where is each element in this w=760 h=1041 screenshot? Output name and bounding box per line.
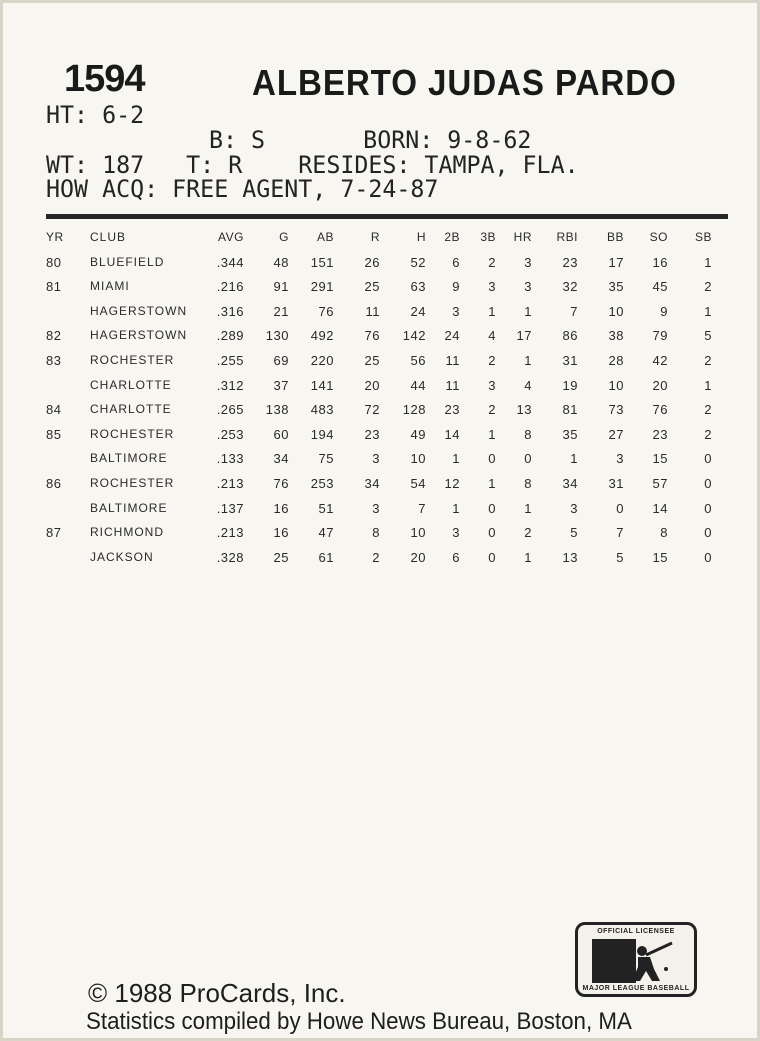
- cell-runs: 25: [364, 279, 380, 295]
- cell-avg: .344: [216, 254, 244, 270]
- cell-triples: 0: [488, 500, 496, 516]
- cell-runs: 2: [372, 549, 380, 565]
- header-year: YR: [46, 230, 64, 244]
- mlb-official-licensee-logo: [575, 922, 697, 997]
- header-triples: 3B: [480, 230, 496, 244]
- cell-club: MIAMI: [90, 279, 130, 294]
- cell-year: 87: [46, 525, 62, 541]
- header-hits: H: [416, 230, 426, 244]
- cell-club: RICHMOND: [90, 525, 164, 540]
- cell-rbi: 19: [562, 377, 578, 393]
- cell-games: 91: [273, 279, 289, 295]
- cell-hits: 10: [410, 451, 426, 467]
- cell-avg: .289: [216, 328, 244, 344]
- cell-doubles: 12: [444, 475, 460, 491]
- table-row: [46, 304, 726, 329]
- cell-runs: 3: [372, 500, 380, 516]
- header-at-bats: AB: [316, 230, 334, 244]
- cell-games: 48: [273, 254, 289, 270]
- cell-doubles: 6: [452, 254, 460, 270]
- cell-avg: .312: [216, 377, 244, 393]
- table-row: [46, 255, 726, 280]
- cell-stolen-bases: 0: [704, 475, 712, 491]
- cell-club: HAGERSTOWN: [90, 303, 188, 318]
- header-games: G: [279, 230, 289, 244]
- cell-runs: 11: [365, 303, 380, 319]
- cell-year: 83: [46, 352, 62, 368]
- cell-hits: 20: [410, 549, 426, 565]
- cell-walks: 17: [608, 254, 624, 270]
- table-row: [46, 353, 726, 378]
- how-acquired-line: HOW ACQ: FREE AGENT, 7-24-87: [46, 175, 439, 203]
- cell-walks: 0: [616, 500, 624, 516]
- cell-home-runs: 8: [524, 426, 532, 442]
- cell-doubles: 1: [452, 500, 460, 516]
- cell-rbi: 5: [570, 525, 578, 541]
- cell-rbi: 7: [570, 303, 578, 319]
- cell-doubles: 11: [445, 377, 460, 393]
- cell-games: 130: [265, 328, 289, 344]
- table-row: [46, 476, 726, 501]
- cell-triples: 0: [488, 549, 496, 565]
- cell-triples: 3: [488, 279, 496, 295]
- cell-games: 37: [273, 377, 289, 393]
- header-club: CLUB: [90, 230, 127, 244]
- cell-games: 16: [273, 500, 289, 516]
- table-row: [46, 378, 726, 403]
- cell-at-bats: 141: [310, 377, 334, 393]
- cell-doubles: 24: [444, 328, 460, 344]
- cell-club: ROCHESTER: [90, 352, 175, 367]
- cell-runs: 72: [364, 402, 380, 418]
- header-walks: BB: [606, 230, 624, 244]
- table-row: [46, 501, 726, 526]
- cell-avg: .255: [216, 352, 244, 368]
- cell-hits: 49: [410, 426, 426, 442]
- cell-triples: 1: [488, 303, 496, 319]
- cell-stolen-bases: 2: [704, 352, 712, 368]
- cell-hits: 24: [410, 303, 426, 319]
- header-strikeouts: SO: [649, 230, 668, 244]
- cell-at-bats: 75: [318, 451, 334, 467]
- table-row: [46, 402, 726, 427]
- cell-at-bats: 194: [310, 426, 334, 442]
- cell-club: ROCHESTER: [90, 475, 175, 490]
- cell-walks: 28: [608, 352, 624, 368]
- cell-runs: 8: [372, 525, 380, 541]
- cell-runs: 23: [364, 426, 380, 442]
- cell-year: 82: [46, 328, 62, 344]
- table-row: [46, 550, 726, 575]
- cell-runs: 20: [364, 377, 380, 393]
- cell-avg: .213: [216, 475, 244, 491]
- cell-games: 25: [273, 549, 289, 565]
- cell-avg: .253: [216, 426, 244, 442]
- cell-walks: 27: [608, 426, 624, 442]
- cell-hits: 56: [410, 352, 426, 368]
- cell-home-runs: 4: [524, 377, 532, 393]
- cell-doubles: 9: [452, 279, 460, 295]
- height-line: HT: 6-2: [46, 101, 145, 129]
- cell-stolen-bases: 1: [704, 377, 712, 393]
- cell-year: 85: [46, 426, 62, 442]
- cell-walks: 3: [616, 451, 624, 467]
- cell-avg: .265: [216, 402, 244, 418]
- table-row: [46, 279, 726, 304]
- cell-games: 76: [273, 475, 289, 491]
- divider-rule: [46, 214, 728, 219]
- cell-at-bats: 76: [318, 303, 334, 319]
- cell-year: 81: [46, 279, 62, 295]
- cell-rbi: 86: [562, 328, 578, 344]
- cell-walks: 10: [608, 377, 624, 393]
- cell-walks: 38: [608, 328, 624, 344]
- cell-triples: 1: [488, 426, 496, 442]
- cell-triples: 2: [488, 402, 496, 418]
- header-rbi: RBI: [556, 230, 578, 244]
- cell-stolen-bases: 1: [704, 254, 712, 270]
- cell-hits: 7: [418, 500, 426, 516]
- cell-hits: 44: [410, 377, 426, 393]
- cell-hits: 54: [410, 475, 426, 491]
- cell-rbi: 35: [562, 426, 578, 442]
- cell-walks: 73: [608, 402, 624, 418]
- cell-doubles: 11: [445, 352, 460, 368]
- cell-walks: 31: [608, 475, 624, 491]
- cell-doubles: 3: [452, 303, 460, 319]
- cell-avg: .133: [216, 451, 244, 467]
- table-row: [46, 328, 726, 353]
- cell-strikeouts: 14: [652, 500, 668, 516]
- cell-at-bats: 483: [310, 402, 334, 418]
- cell-walks: 35: [608, 279, 624, 295]
- cell-walks: 7: [616, 525, 624, 541]
- cell-strikeouts: 45: [652, 279, 668, 295]
- cell-triples: 2: [488, 352, 496, 368]
- cell-rbi: 3: [570, 500, 578, 516]
- stats-credit-line: Statistics compiled by Howe News Bureau, Boston, MA: [86, 1008, 632, 1035]
- stats-header-row: [46, 230, 726, 255]
- cell-stolen-bases: 0: [704, 500, 712, 516]
- cell-strikeouts: 23: [652, 426, 668, 442]
- cell-avg: .137: [216, 500, 244, 516]
- cell-club: BALTIMORE: [90, 500, 168, 515]
- cell-stolen-bases: 0: [704, 525, 712, 541]
- cell-strikeouts: 15: [652, 451, 668, 467]
- cell-strikeouts: 57: [652, 475, 668, 491]
- cell-stolen-bases: 5: [704, 328, 712, 344]
- cell-runs: 3: [372, 451, 380, 467]
- cell-rbi: 32: [562, 279, 578, 295]
- cell-year: 80: [46, 254, 62, 270]
- table-row: [46, 451, 726, 476]
- copyright-line: © 1988 ProCards, Inc.: [88, 978, 346, 1008]
- cell-stolen-bases: 2: [704, 402, 712, 418]
- cell-strikeouts: 9: [660, 303, 668, 319]
- table-row: [46, 427, 726, 452]
- cell-club: CHARLOTTE: [90, 402, 172, 417]
- cell-at-bats: 220: [310, 352, 334, 368]
- cell-home-runs: 1: [524, 303, 532, 319]
- cell-club: CHARLOTTE: [90, 377, 172, 392]
- cell-games: 21: [273, 303, 289, 319]
- cell-stolen-bases: 2: [704, 279, 712, 295]
- header-stolen-bases: SB: [694, 230, 712, 244]
- cell-home-runs: 0: [524, 451, 532, 467]
- header-avg: AVG: [218, 230, 244, 244]
- header-doubles: 2B: [444, 230, 460, 244]
- mlb-batter-silhouette-icon: [592, 939, 680, 983]
- cell-triples: 3: [488, 377, 496, 393]
- cell-doubles: 23: [444, 402, 460, 418]
- cell-rbi: 81: [562, 402, 578, 418]
- cell-avg: .216: [216, 279, 244, 295]
- cell-club: ROCHESTER: [90, 426, 175, 441]
- table-row: [46, 525, 726, 550]
- weight-resides-line: WT: 187 T: R RESIDES: TAMPA, FLA.: [46, 151, 579, 179]
- cell-avg: .328: [216, 549, 244, 565]
- cell-home-runs: 1: [524, 352, 532, 368]
- cell-games: 34: [273, 451, 289, 467]
- bats-born-line: B: S BORN: 9-8-62: [209, 126, 532, 154]
- cell-doubles: 3: [452, 525, 460, 541]
- cell-games: 138: [265, 402, 289, 418]
- cell-triples: 4: [488, 328, 496, 344]
- cell-year: 84: [46, 402, 62, 418]
- cell-doubles: 6: [452, 549, 460, 565]
- cell-club: BLUEFIELD: [90, 254, 165, 269]
- cell-home-runs: 1: [524, 549, 532, 565]
- cell-home-runs: 1: [524, 500, 532, 516]
- cell-hits: 52: [410, 254, 426, 270]
- cell-runs: 26: [364, 254, 380, 270]
- cell-home-runs: 8: [524, 475, 532, 491]
- card-number: 1594: [64, 58, 145, 100]
- cell-at-bats: 151: [310, 254, 334, 270]
- cell-club: HAGERSTOWN: [90, 328, 188, 343]
- cell-triples: 0: [488, 525, 496, 541]
- stats-table: [46, 230, 726, 574]
- cell-stolen-bases: 0: [704, 451, 712, 467]
- cell-at-bats: 492: [310, 328, 334, 344]
- cell-hits: 63: [410, 279, 426, 295]
- cell-games: 16: [273, 525, 289, 541]
- cell-avg: .213: [216, 525, 244, 541]
- cell-strikeouts: 15: [652, 549, 668, 565]
- cell-runs: 76: [364, 328, 380, 344]
- cell-hits: 128: [402, 402, 426, 418]
- logo-bottom-text: MAJOR LEAGUE BASEBALL: [582, 985, 690, 992]
- cell-runs: 34: [364, 475, 380, 491]
- cell-rbi: 1: [570, 451, 578, 467]
- cell-strikeouts: 20: [652, 377, 668, 393]
- cell-stolen-bases: 0: [704, 549, 712, 565]
- cell-stolen-bases: 1: [704, 303, 712, 319]
- cell-avg: .316: [216, 303, 244, 319]
- cell-home-runs: 3: [524, 279, 532, 295]
- cell-year: 86: [46, 475, 62, 491]
- logo-top-text: OFFICIAL LICENSEE: [597, 928, 675, 935]
- cell-strikeouts: 16: [652, 254, 668, 270]
- cell-hits: 10: [410, 525, 426, 541]
- cell-home-runs: 3: [524, 254, 532, 270]
- cell-club: BALTIMORE: [90, 451, 168, 466]
- cell-strikeouts: 79: [652, 328, 668, 344]
- cell-walks: 10: [608, 303, 624, 319]
- cell-stolen-bases: 2: [704, 426, 712, 442]
- cell-runs: 25: [364, 352, 380, 368]
- header-home-runs: HR: [513, 230, 532, 244]
- cell-at-bats: 51: [318, 500, 334, 516]
- cell-strikeouts: 76: [652, 402, 668, 418]
- cell-rbi: 31: [562, 352, 578, 368]
- cell-strikeouts: 8: [660, 525, 668, 541]
- cell-at-bats: 253: [310, 475, 334, 491]
- cell-home-runs: 2: [524, 525, 532, 541]
- cell-games: 69: [273, 352, 289, 368]
- cell-club: JACKSON: [90, 549, 154, 564]
- cell-triples: 0: [488, 451, 496, 467]
- cell-doubles: 14: [444, 426, 460, 442]
- cell-at-bats: 61: [318, 549, 334, 565]
- cell-walks: 5: [616, 549, 624, 565]
- header-runs: R: [370, 230, 380, 244]
- cell-games: 60: [273, 426, 289, 442]
- cell-at-bats: 47: [318, 525, 334, 541]
- cell-strikeouts: 42: [652, 352, 668, 368]
- cell-triples: 1: [488, 475, 496, 491]
- cell-home-runs: 13: [516, 402, 532, 418]
- cell-home-runs: 17: [516, 328, 532, 344]
- cell-triples: 2: [488, 254, 496, 270]
- cell-doubles: 1: [452, 451, 460, 467]
- cell-at-bats: 291: [310, 279, 334, 295]
- cell-rbi: 13: [562, 549, 578, 565]
- cell-rbi: 34: [562, 475, 578, 491]
- cell-rbi: 23: [562, 254, 578, 270]
- player-name: ALBERTO JUDAS PARDO: [252, 62, 677, 103]
- cell-hits: 142: [402, 328, 426, 344]
